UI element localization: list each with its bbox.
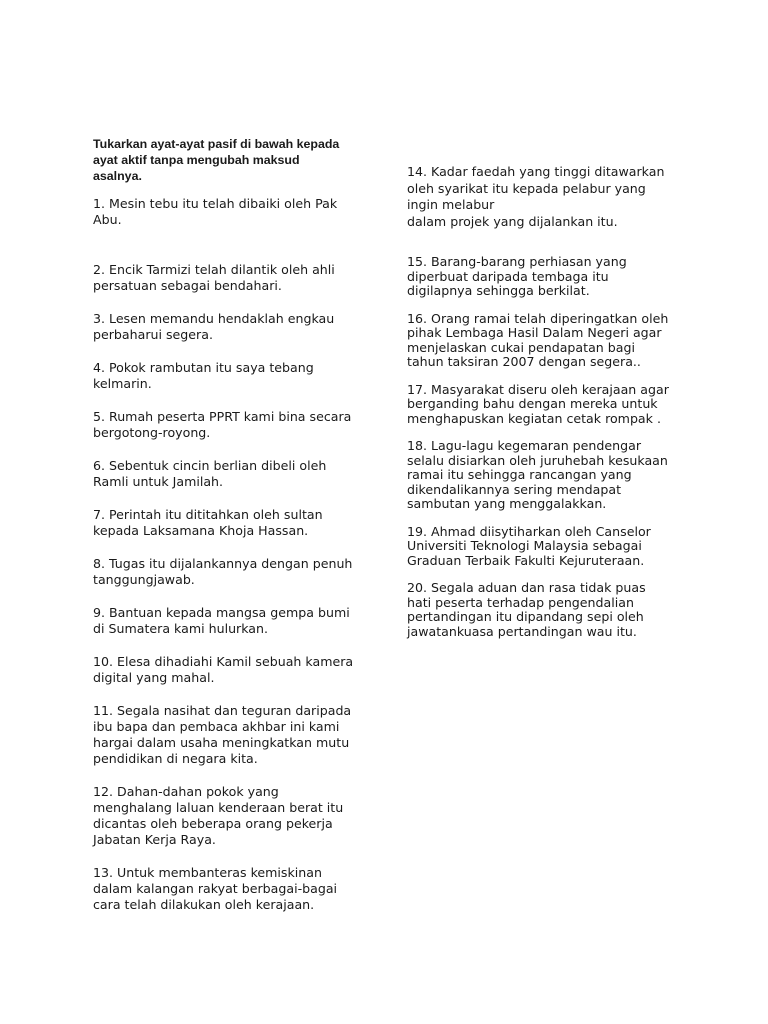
question-item: 16. Orang ramai telah diperingatkan oleh pihak Lembaga Hasil Dalam Negeri agar menjelaskan cukai pendapatan bagi tahun taksiran 2007 dengan segera..: [407, 310, 669, 369]
question-item: 13. Untuk membanteras kemiskinan dalam kalangan rakyat berbagai-bagai cara telah dilakukan oleh kerajaan.: [93, 865, 338, 912]
question-item: 17. Masyarakat diseru oleh kerajaan agar berganding bahu dengan mereka untuk menghapuskan kegiatan cetak rompak .: [407, 381, 669, 426]
question-item: 8. Tugas itu dijalankannya dengan penuh tanggungjawab.: [93, 556, 353, 587]
question-item: 5. Rumah peserta PPRT kami bina secara bergotong-royong.: [93, 409, 352, 440]
question-item: 10. Elesa dihadiahi Kamil sebuah kamera digital yang mahal.: [93, 654, 354, 685]
question-item: 9. Bantuan kepada mangsa gempa bumi di Sumatera kami hulurkan.: [93, 605, 350, 636]
question-item: 15. Barang-barang perhiasan yang diperbuat daripada tembaga itu digilapnya sehingga berkilat.: [407, 254, 627, 298]
question-item: 7. Perintah itu dititahkan oleh sultan kepada Laksamana Khoja Hassan.: [93, 507, 323, 538]
question-item: 6. Sebentuk cincin berlian dibeli oleh Ramli untuk Jamilah.: [93, 458, 327, 489]
right-column: [407, 164, 697, 652]
question-item: 3. Lesen memandu hendaklah engkau perbaharui segera.: [93, 311, 335, 342]
question-item: 20. Segala aduan dan rasa tidak puas hati peserta terhadap pengendalian pertandingan itu dipandang sepi oleh jawatankuasa pertandingan wau itu.: [407, 580, 646, 639]
question-item: 4. Pokok rambutan itu saya tebang kelmarin.: [93, 360, 314, 391]
question-item: 1. Mesin tebu itu telah dibaiki oleh Pak Abu.: [93, 196, 338, 227]
question-item: 2. Encik Tarmizi telah dilantik oleh ahli persatuan sebagai bendahari.: [93, 262, 335, 293]
left-column: [93, 136, 368, 930]
question-item: 12. Dahan-dahan pokok yang menghalang laluan kenderaan berat itu dicantas oleh beberapa orang pekerja Jabatan Kerja Raya.: [93, 784, 344, 847]
question-item: 14. Kadar faedah yang tinggi ditawarkan oleh syarikat itu kepada pelabur yang ingin melabur dalam projek yang dijalankan itu.: [407, 164, 665, 229]
question-item: 19. Ahmad diisytiharkan oleh Canselor Universiti Teknologi Malaysia sebagai Graduan Terbaik Fakulti Kejuruteraan.: [407, 523, 651, 568]
question-item: 11. Segala nasihat dan teguran daripada ibu bapa dan pembaca akhbar ini kami hargai dalam usaha meningkatkan mutu pendidikan di negara kita.: [93, 703, 352, 766]
question-item: 18. Lagu-lagu kegemaran pendengar selalu disiarkan oleh juruhebah kesukaan ramai itu sehingga rancangan yang dikendalikannya sering mendapat sambutan yang menggalakkan.: [407, 438, 668, 511]
instruction-heading: Tukarkan ayat-ayat pasif di bawah kepada ayat aktif tanpa mengubah maksud asalnya.: [93, 137, 340, 183]
